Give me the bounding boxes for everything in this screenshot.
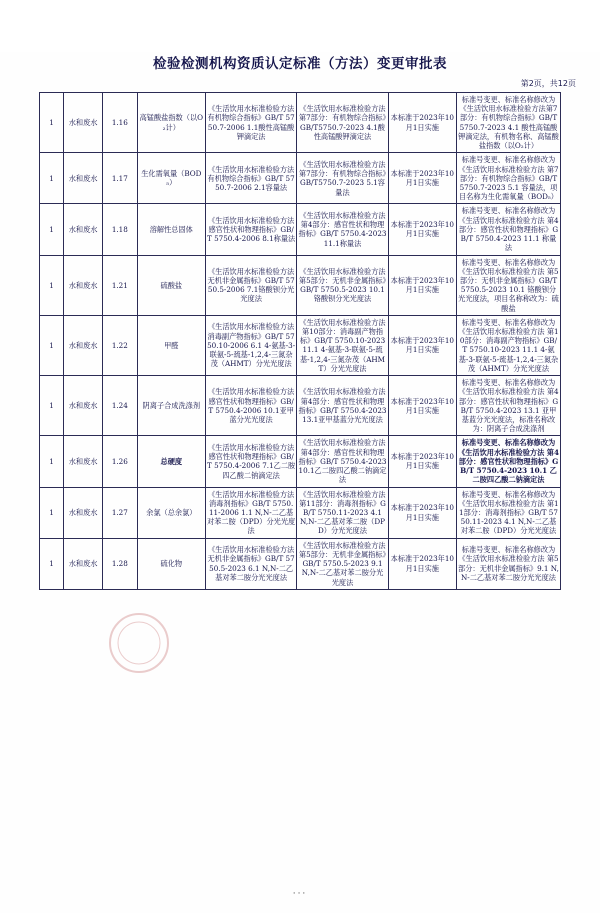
cell-index: 1 (40, 255, 64, 315)
document-page (0, 52, 600, 913)
cell-category: 水和废水 (64, 376, 103, 436)
cell-item: 硫化物 (137, 538, 205, 589)
cell-category: 水和废水 (64, 204, 103, 255)
cell-old-standard: 《生活饮用水标准检验方法 有机物综合指标》GB/T 5750.7-2006 2.1容量法 (205, 153, 296, 204)
cell-note: 标准号变更、标准名称修改为《生活饮用水标准检验方法 第4部分：感官性状和物理指标》GB/T 5750.4-2023 10.1 乙二胺四乙酸二钠滴定法 (456, 436, 560, 487)
table-row (40, 376, 561, 436)
cell-effective-date: 本标准于2023年10月1日实施 (388, 487, 456, 538)
cell-note: 标准号变更、标准名称修改为《生活饮用水标准检验方法第7部分：有机物综合指标》GB/T5750.7-2023 4.1 酸性高锰酸钾滴定法，有机物名称、高锰酸盐指数（以O₂计） (456, 93, 560, 153)
cell-index: 1 (40, 376, 64, 436)
standards-change-table (39, 92, 561, 590)
cell-note: 标准号变更、标准名称修改为《生活饮用水标准检验方法 第5部分：无机非金属指标》9.1 N,N-二乙基对苯二胺分光光度法 (456, 538, 560, 589)
cell-number: 1.24 (103, 376, 138, 436)
cell-category: 水和废水 (64, 153, 103, 204)
cell-item: 硫酸盐 (137, 255, 205, 315)
seal-stamp (108, 612, 170, 674)
cell-index: 1 (40, 315, 64, 375)
cell-old-standard: 《生活饮用水标准检验方法 无机非金属指标》GB/T 5750.5-2006 7.1铬酸钡分光光度法 (205, 255, 296, 315)
table-body (40, 93, 561, 590)
cell-old-standard: 《生活饮用水标准检验方法 有机物综合指标》GB/T 5750.7-2006 1.1酸性高锰酸钾滴定法 (205, 93, 296, 153)
cell-category: 水和废水 (64, 538, 103, 589)
cell-new-standard: 《生活饮用水标准检验方法 第5部分：无机非金属指标》GB/T 5750.5-2023 10.1铬酸钡分光光度法 (297, 255, 388, 315)
cell-number: 1.21 (103, 255, 138, 315)
cell-number: 1.17 (103, 153, 138, 204)
cell-item: 溶解性总固体 (137, 204, 205, 255)
cell-effective-date: 本标准于2023年10月1日实施 (388, 204, 456, 255)
cell-note: 标准号变更、标准名称修改为《生活饮用水标准检验方法 第4部分：感官性状和物理指标》GB/T 5750.4-2023 11.1 称量法 (456, 204, 560, 255)
cell-old-standard: 《生活饮用水标准检验方法 无机非金属指标》GB/T 5750.5-2023 6.1 N,N-二乙基对苯二胺分光光度法 (205, 538, 296, 589)
cell-note: 标准号变更、标准名称修改为《生活饮用水标准检验方法 第7部分：有机物综合指标》GB/T5750.7-2023 5.1 容量法，项目名称为生化需氧量（BOD₅） (456, 153, 560, 204)
cell-category: 水和废水 (64, 487, 103, 538)
cell-note: 标准号变更、标准名称修改为《生活饮用水标准检验方法 第4部分：感官性状和物理指标》GB/T 5750.4-2023 13.1 亚甲基蓝分光光度法，标准名称改为：阴离子合成洗涤剂 (456, 376, 560, 436)
cell-new-standard: 《生活饮用水标准检验方法 第7部分：有机物综合指标》GB/T5750.7-2023 4.1酸性高锰酸钾滴定法 (297, 93, 388, 153)
cell-item: 高锰酸盐指数（以O₂计） (137, 93, 205, 153)
cell-effective-date: 本标准于2023年10月1日实施 (388, 436, 456, 487)
cell-effective-date: 本标准于2023年10月1日实施 (388, 255, 456, 315)
cell-old-standard: 《生活饮用水标准检验方法 感官性状和物理指标》GB/T 5750.4-2006 10.1亚甲蓝分光光度法 (205, 376, 296, 436)
table-row (40, 538, 561, 589)
cell-new-standard: 《生活饮用水标准检验方法 第10部分：消毒副产物指标》GB/T 5750.10-2023 11.1 4-氨基-3-联氨-5-巯基-1,2,4-三氮杂茂（AHMT）分光光度法 (297, 315, 388, 375)
page-title: 检验检测机构资质认定标准（方法）变更审批表 (153, 56, 447, 72)
cell-category: 水和废水 (64, 93, 103, 153)
cell-effective-date: 本标准于2023年10月1日实施 (388, 315, 456, 375)
page-number: 第2页，共12页 (520, 79, 576, 88)
cell-new-standard: 《生活饮用水标准检验方法 第7部分：有机物综合指标》GB/T5750.7-2023 5.1容量法 (297, 153, 388, 204)
table-row (40, 255, 561, 315)
cell-index: 1 (40, 204, 64, 255)
cell-item: 生化需氧量（BOD₅） (137, 153, 205, 204)
cell-number: 1.16 (103, 93, 138, 153)
table-row (40, 436, 561, 487)
cell-number: 1.22 (103, 315, 138, 375)
cell-new-standard: 《生活饮用水标准检验方法 第4部分：感官性状和物理指标》GB/T 5750.4-2023 11.1称量法 (297, 204, 388, 255)
table-row (40, 153, 561, 204)
cell-new-standard: 《生活饮用水标准检验方法 第4部分：感官性状和物理指标》GB/T 5750.4-2023 13.1亚甲基蓝分光光度法 (297, 376, 388, 436)
cell-item: 甲醛 (137, 315, 205, 375)
cell-old-standard: 《生活饮用水标准检验方法 消毒副产物指标》GB/T 5750.10-2006 6.1 4-氨基-3-联氨-5-巯基-1,2,4-三氮杂茂（AHMT）分光光度法 (205, 315, 296, 375)
cell-note: 标准号变更、标准名称修改为《生活饮用水标准检验方法 第10部分：消毒副产物指标》GB/T 5750.10-2023 11.1 4-氨基-3-联氨-5-巯基-1,2,4-三氮杂茂（AHMT）分光光度法 (456, 315, 560, 375)
cell-index: 1 (40, 487, 64, 538)
table-row (40, 487, 561, 538)
cell-index: 1 (40, 538, 64, 589)
cell-effective-date: 本标准于2023年10月1日实施 (388, 93, 456, 153)
cell-note: 标准号变更、标准名称修改为《生活饮用水标准检验方法 第11部分：消毒剂指标》GB/T 5750.11-2023 4.1 N,N-二乙基对苯二胺（DPD）分光光度法 (456, 487, 560, 538)
cell-new-standard: 《生活饮用水标准检验方法 第5部分：无机非金属指标》GB/T 5750.5-2023 9.1 N,N-二乙基对苯二胺分光光度法 (297, 538, 388, 589)
cell-category: 水和废水 (64, 255, 103, 315)
cell-effective-date: 本标准于2023年10月1日实施 (388, 538, 456, 589)
cell-item: 阴离子合成洗涤剂 (137, 376, 205, 436)
table-row (40, 93, 561, 153)
cell-number: 1.26 (103, 436, 138, 487)
cell-category: 水和废水 (64, 436, 103, 487)
cell-new-standard: 《生活饮用水标准检验方法 第4部分：感官性状和物理指标》GB/T 5750.4-2023 10.1乙二胺四乙酸二钠滴定法 (297, 436, 388, 487)
cell-old-standard: 《生活饮用水标准检验方法 感官性状和物理指标》GB/T 5750.4-2006 8.1称量法 (205, 204, 296, 255)
cell-number: 1.27 (103, 487, 138, 538)
cell-old-standard: 《生活饮用水标准检验方法 感官性状和物理指标》GB/T 5750.4-2006 7.1乙二胺四乙酸二钠滴定法 (205, 436, 296, 487)
cell-category: 水和废水 (64, 315, 103, 375)
cell-item: 总硬度 (137, 436, 205, 487)
cell-index: 1 (40, 436, 64, 487)
cell-number: 1.18 (103, 204, 138, 255)
cell-number: 1.28 (103, 538, 138, 589)
table-row (40, 315, 561, 375)
cell-new-standard: 《生活饮用水标准检验方法 第11部分：消毒剂指标》GB/T 5750.11-2023 4.1 N,N-二乙基对苯二胺（DPD）分光光度法 (297, 487, 388, 538)
cell-item: 余氯（总余氯） (137, 487, 205, 538)
cell-note: 标准号变更、标准名称修改为《生活饮用水标准检验方法 第5部分：无机非金属指标》GB/T5750.5-2023 10.1 铬酸钡分光光度法，项目名称称改为：硫酸盐 (456, 255, 560, 315)
table-row (40, 204, 561, 255)
cell-index: 1 (40, 153, 64, 204)
cell-effective-date: 本标准于2023年10月1日实施 (388, 153, 456, 204)
cell-effective-date: 本标准于2023年10月1日实施 (388, 376, 456, 436)
cell-old-standard: 《生活饮用水标准检验方法 消毒剂指标》GB/T 5750.11-2006 1.1 N,N-二乙基对苯二胺（DPD）分光光度法 (205, 487, 296, 538)
page-footer: ··· (292, 889, 308, 899)
cell-index: 1 (40, 93, 64, 153)
